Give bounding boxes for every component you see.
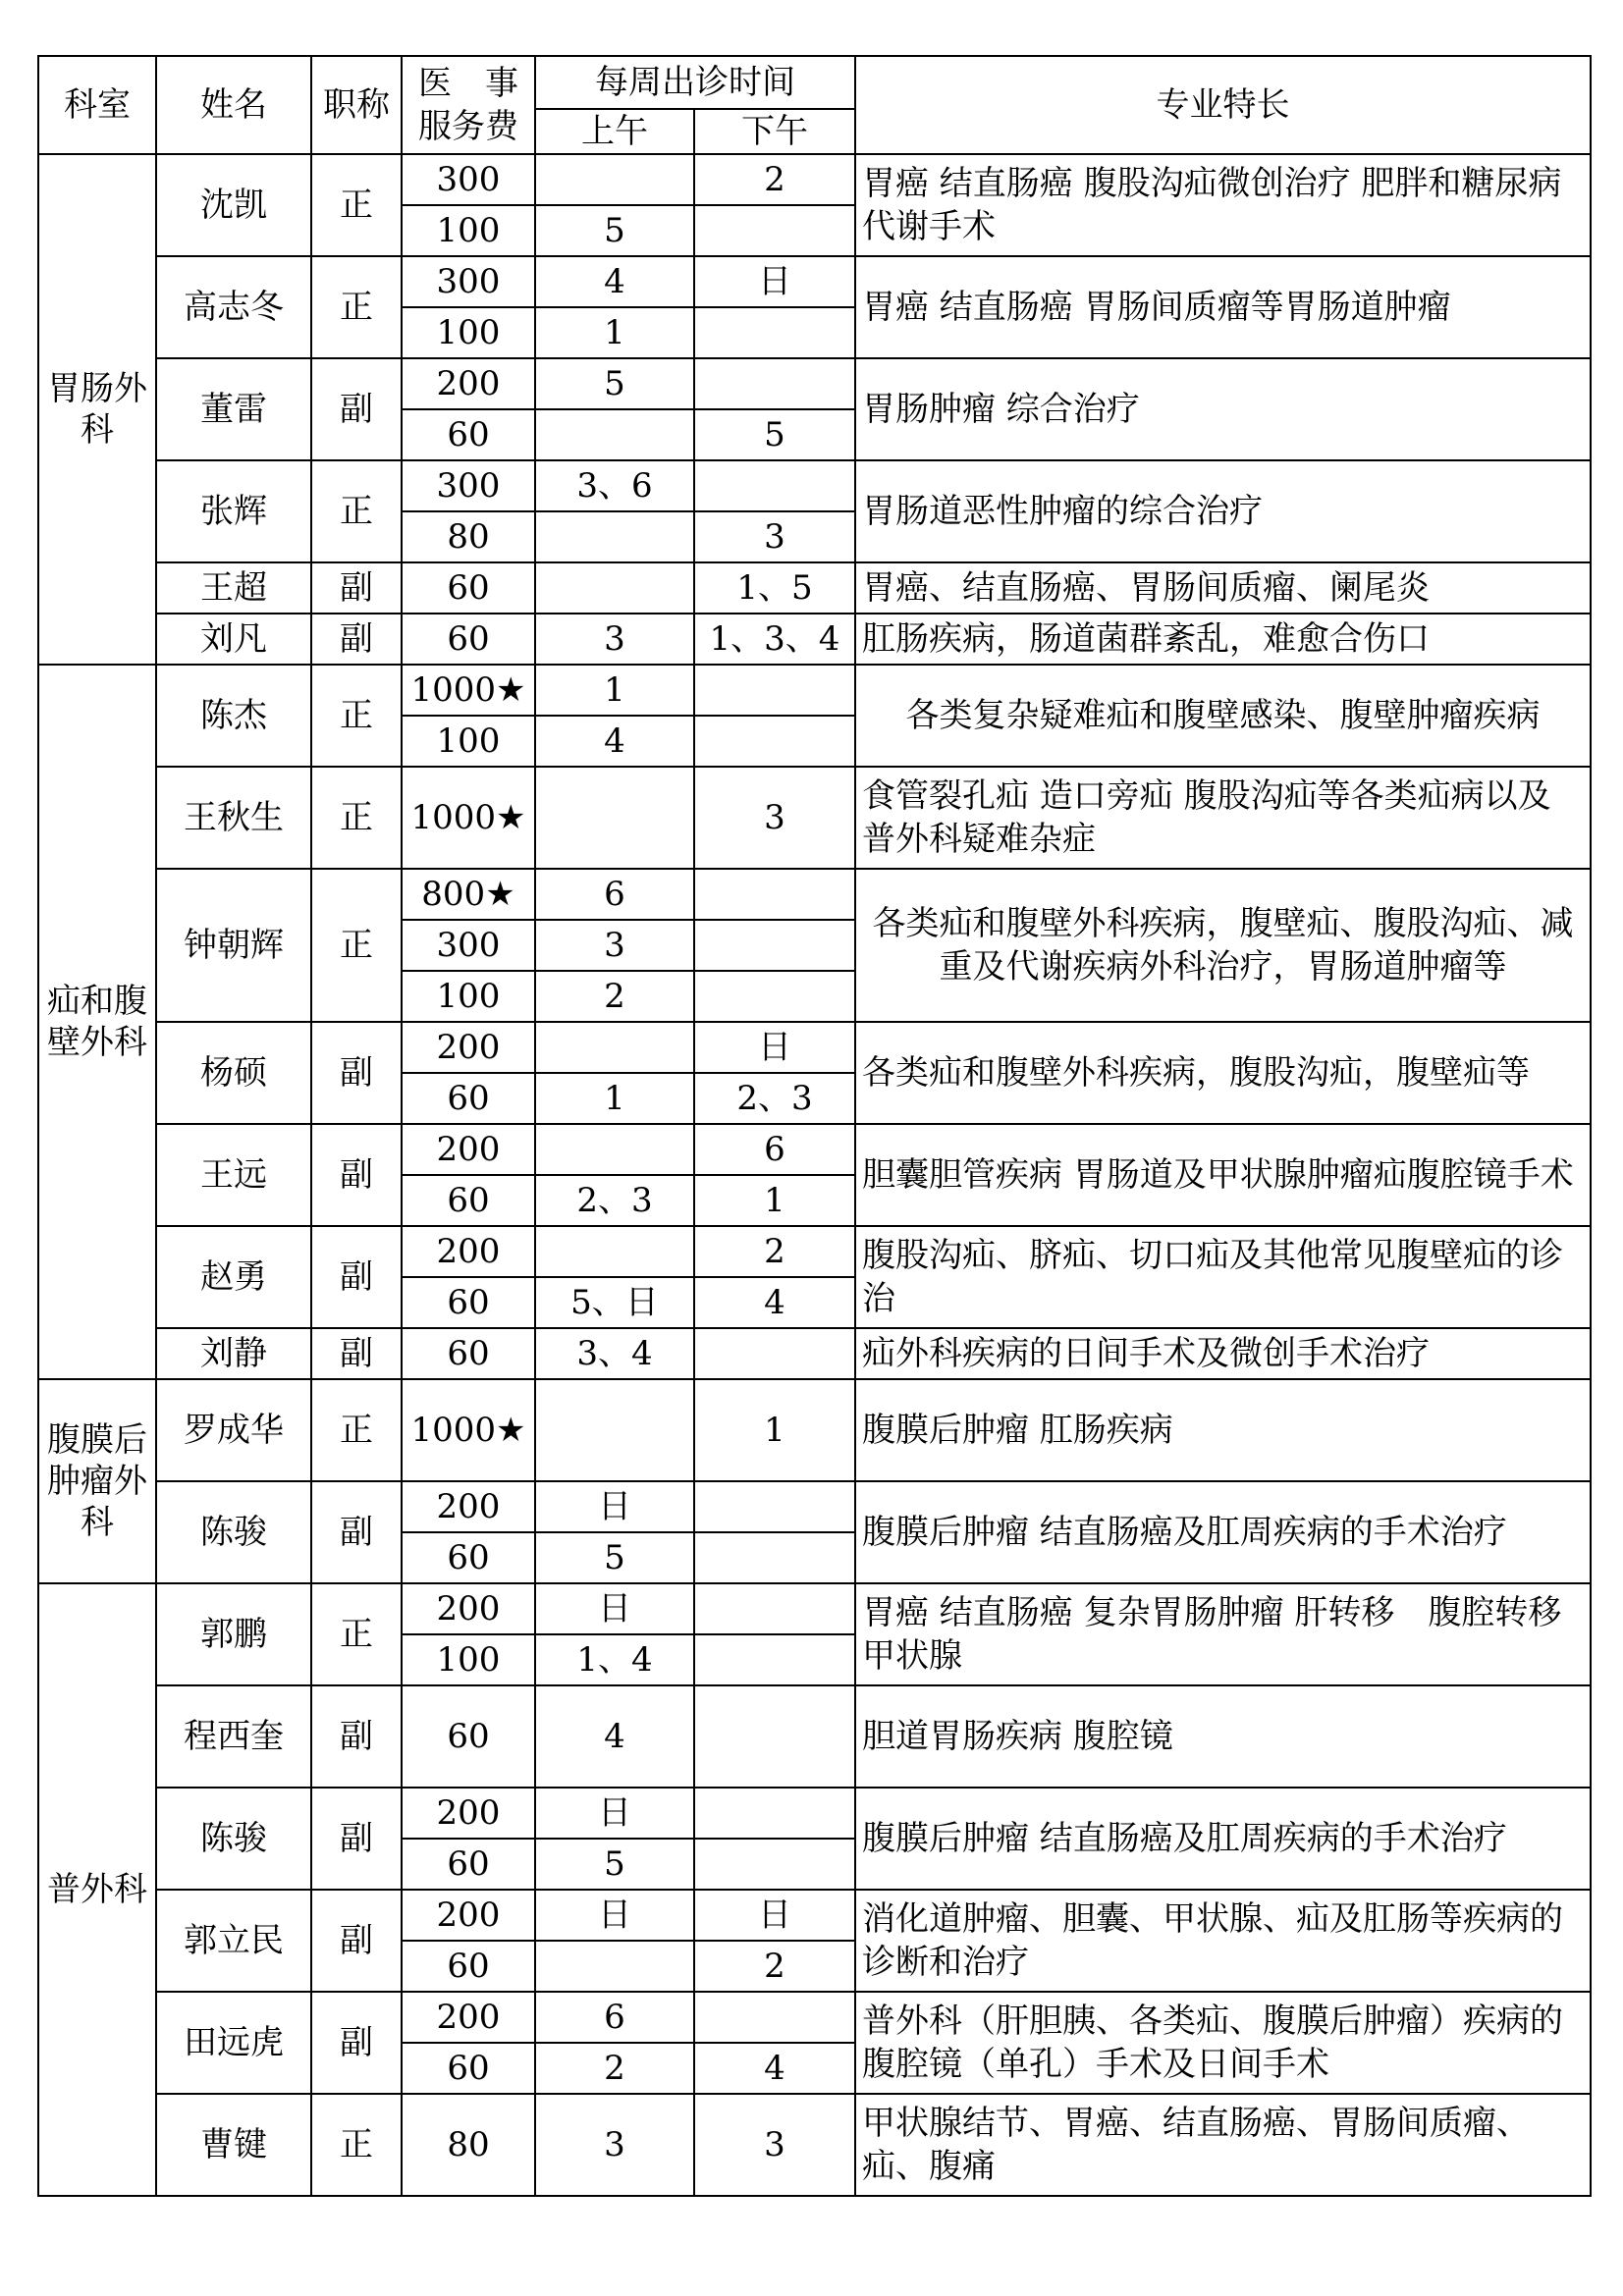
table-row — [38, 869, 1591, 920]
table-row — [38, 1992, 1591, 2043]
afternoon-days: 1 — [694, 1379, 855, 1481]
specialty-cell: 胃癌、结直肠癌、胃肠间质瘤、阑尾炎 — [855, 562, 1591, 614]
specialty-cell: 胆道胃肠疾病 腹腔镜 — [855, 1685, 1591, 1788]
morning-days: 日 — [535, 1481, 694, 1532]
morning-days: 4 — [535, 1685, 694, 1788]
header-title: 职称 — [311, 56, 402, 154]
table-row — [38, 1788, 1591, 1839]
morning-days: 2 — [535, 971, 694, 1022]
afternoon-days: 4 — [694, 2043, 855, 2094]
table-row — [38, 1124, 1591, 1175]
doctor-name: 杨硕 — [156, 1022, 311, 1124]
service-fee: 60 — [402, 1175, 535, 1226]
outpatient-schedule-table — [37, 55, 1592, 2197]
morning-days: 5 — [535, 358, 694, 409]
doctor-name: 刘凡 — [156, 614, 311, 665]
doctor-name: 沈凯 — [156, 154, 311, 256]
table-header — [38, 56, 1591, 154]
service-fee: 60 — [402, 1532, 535, 1583]
afternoon-days — [694, 358, 855, 409]
morning-days — [535, 1941, 694, 1992]
table-row — [38, 154, 1591, 205]
service-fee: 60 — [402, 1839, 535, 1890]
afternoon-days: 3 — [694, 767, 855, 869]
afternoon-days — [694, 971, 855, 1022]
header-department: 科室 — [38, 56, 156, 154]
header-fee: 医 事 服务费 — [402, 56, 535, 154]
header-morning: 上午 — [535, 109, 694, 154]
morning-days: 3 — [535, 920, 694, 971]
specialty-cell: 腹膜后肿瘤 结直肠癌及肛周疾病的手术治疗 — [855, 1481, 1591, 1583]
afternoon-days — [694, 1328, 855, 1379]
department-cell: 普外科 — [38, 1583, 156, 2196]
afternoon-days — [694, 460, 855, 511]
afternoon-days: 日 — [694, 1022, 855, 1073]
morning-days: 3 — [535, 614, 694, 665]
afternoon-days — [694, 1788, 855, 1839]
service-fee: 300 — [402, 154, 535, 205]
specialty-cell: 胃肠道恶性肿瘤的综合治疗 — [855, 460, 1591, 562]
service-fee: 200 — [402, 1481, 535, 1532]
afternoon-days: 5 — [694, 409, 855, 460]
morning-days: 5 — [535, 1839, 694, 1890]
doctor-title: 正 — [311, 1583, 402, 1685]
specialty-cell: 胃肠肿瘤 综合治疗 — [855, 358, 1591, 460]
service-fee: 1000★ — [402, 767, 535, 869]
doctor-title: 正 — [311, 869, 402, 1022]
morning-days — [535, 409, 694, 460]
table-body — [38, 154, 1591, 2196]
specialty-cell: 腹膜后肿瘤 结直肠癌及肛周疾病的手术治疗 — [855, 1788, 1591, 1890]
service-fee: 100 — [402, 1634, 535, 1685]
doctor-name: 罗成华 — [156, 1379, 311, 1481]
specialty-cell: 胃癌 结直肠癌 复杂胃肠肿瘤 肝转移 腹腔转移 甲状腺 — [855, 1583, 1591, 1685]
table-row — [38, 2094, 1591, 2196]
afternoon-days — [694, 920, 855, 971]
service-fee: 100 — [402, 716, 535, 767]
doctor-title: 副 — [311, 1226, 402, 1328]
afternoon-days: 1、5 — [694, 562, 855, 614]
afternoon-days: 4 — [694, 1277, 855, 1328]
doctor-name: 钟朝辉 — [156, 869, 311, 1022]
afternoon-days: 2 — [694, 1941, 855, 1992]
morning-days: 1 — [535, 307, 694, 358]
doctor-title: 副 — [311, 1022, 402, 1124]
doctor-title: 副 — [311, 1992, 402, 2094]
afternoon-days — [694, 1839, 855, 1890]
service-fee: 300 — [402, 920, 535, 971]
morning-days: 3、6 — [535, 460, 694, 511]
doctor-name: 赵勇 — [156, 1226, 311, 1328]
morning-days: 1、4 — [535, 1634, 694, 1685]
afternoon-days — [694, 307, 855, 358]
doctor-title: 正 — [311, 154, 402, 256]
morning-days: 4 — [535, 716, 694, 767]
morning-days — [535, 767, 694, 869]
morning-days: 5 — [535, 1532, 694, 1583]
service-fee: 1000★ — [402, 1379, 535, 1481]
doctor-title: 副 — [311, 1890, 402, 1992]
service-fee: 60 — [402, 1277, 535, 1328]
service-fee: 100 — [402, 307, 535, 358]
doctor-title: 副 — [311, 358, 402, 460]
morning-days — [535, 1379, 694, 1481]
afternoon-days — [694, 716, 855, 767]
doctor-title: 副 — [311, 1328, 402, 1379]
service-fee: 60 — [402, 1941, 535, 1992]
doctor-name: 王远 — [156, 1124, 311, 1226]
afternoon-days — [694, 1532, 855, 1583]
morning-days: 1 — [535, 1073, 694, 1124]
service-fee: 200 — [402, 358, 535, 409]
table-row — [38, 358, 1591, 409]
service-fee: 60 — [402, 1073, 535, 1124]
service-fee: 80 — [402, 511, 535, 562]
doctor-name: 王超 — [156, 562, 311, 614]
service-fee: 800★ — [402, 869, 535, 920]
service-fee: 200 — [402, 1022, 535, 1073]
afternoon-days: 2 — [694, 1226, 855, 1277]
afternoon-days: 1、3、4 — [694, 614, 855, 665]
afternoon-days — [694, 1583, 855, 1634]
doctor-title: 正 — [311, 767, 402, 869]
morning-days — [535, 1226, 694, 1277]
morning-days — [535, 562, 694, 614]
doctor-name: 张辉 — [156, 460, 311, 562]
afternoon-days — [694, 1634, 855, 1685]
doctor-name: 刘静 — [156, 1328, 311, 1379]
table-row — [38, 614, 1591, 665]
service-fee: 200 — [402, 1788, 535, 1839]
table-row — [38, 1481, 1591, 1532]
morning-days — [535, 1022, 694, 1073]
doctor-name: 陈杰 — [156, 665, 311, 767]
department-cell: 腹膜后肿瘤外科 — [38, 1379, 156, 1583]
service-fee: 60 — [402, 409, 535, 460]
header-weekly-schedule: 每周出诊时间 — [535, 56, 855, 109]
morning-days: 5、日 — [535, 1277, 694, 1328]
header-name: 姓名 — [156, 56, 311, 154]
service-fee: 200 — [402, 1890, 535, 1941]
specialty-cell: 胃癌 结直肠癌 胃肠间质瘤等胃肠道肿瘤 — [855, 256, 1591, 358]
table-row — [38, 1328, 1591, 1379]
afternoon-days: 3 — [694, 2094, 855, 2196]
table-row — [38, 665, 1591, 716]
table-row — [38, 767, 1591, 869]
afternoon-days: 日 — [694, 1890, 855, 1941]
morning-days — [535, 511, 694, 562]
afternoon-days — [694, 1481, 855, 1532]
doctor-title: 正 — [311, 1379, 402, 1481]
morning-days — [535, 1124, 694, 1175]
doctor-title: 副 — [311, 1788, 402, 1890]
table-row — [38, 256, 1591, 307]
service-fee: 200 — [402, 1583, 535, 1634]
morning-days: 3 — [535, 2094, 694, 2196]
doctor-title: 副 — [311, 1124, 402, 1226]
service-fee: 300 — [402, 460, 535, 511]
afternoon-days: 日 — [694, 256, 855, 307]
doctor-name: 高志冬 — [156, 256, 311, 358]
specialty-cell: 食管裂孔疝 造口旁疝 腹股沟疝等各类疝病以及普外科疑难杂症 — [855, 767, 1591, 869]
department-cell: 胃肠外科 — [38, 154, 156, 665]
table-row — [38, 1226, 1591, 1277]
table-row — [38, 1583, 1591, 1634]
doctor-name: 郭立民 — [156, 1890, 311, 1992]
afternoon-days: 2 — [694, 154, 855, 205]
morning-days: 1 — [535, 665, 694, 716]
afternoon-days — [694, 1992, 855, 2043]
specialty-cell: 腹膜后肿瘤 肛肠疾病 — [855, 1379, 1591, 1481]
morning-days: 3、4 — [535, 1328, 694, 1379]
specialty-cell: 胃癌 结直肠癌 腹股沟疝微创治疗 肥胖和糖尿病代谢手术 — [855, 154, 1591, 256]
doctor-name: 田远虎 — [156, 1992, 311, 2094]
doctor-title: 副 — [311, 614, 402, 665]
morning-days: 6 — [535, 1992, 694, 2043]
table-row — [38, 1890, 1591, 1941]
doctor-title: 正 — [311, 460, 402, 562]
doctor-name: 郭鹏 — [156, 1583, 311, 1685]
doctor-name: 王秋生 — [156, 767, 311, 869]
doctor-name: 董雷 — [156, 358, 311, 460]
header-afternoon: 下午 — [694, 109, 855, 154]
table-row — [38, 1685, 1591, 1788]
specialty-cell: 各类疝和腹壁外科疾病，腹股沟疝，腹壁疝等 — [855, 1022, 1591, 1124]
afternoon-days: 3 — [694, 511, 855, 562]
service-fee: 60 — [402, 614, 535, 665]
morning-days — [535, 154, 694, 205]
service-fee: 60 — [402, 562, 535, 614]
doctor-title: 副 — [311, 1481, 402, 1583]
service-fee: 60 — [402, 1328, 535, 1379]
specialty-cell: 腹股沟疝、脐疝、切口疝及其他常见腹壁疝的诊治 — [855, 1226, 1591, 1328]
morning-days: 6 — [535, 869, 694, 920]
specialty-cell: 消化道肿瘤、胆囊、甲状腺、疝及肛肠等疾病的诊断和治疗 — [855, 1890, 1591, 1992]
service-fee: 200 — [402, 1226, 535, 1277]
morning-days: 4 — [535, 256, 694, 307]
morning-days: 5 — [535, 205, 694, 256]
header-specialty: 专业特长 — [855, 56, 1591, 154]
specialty-cell: 各类复杂疑难疝和腹壁感染、腹壁肿瘤疾病 — [855, 665, 1591, 767]
service-fee: 1000★ — [402, 665, 535, 716]
morning-days: 日 — [535, 1890, 694, 1941]
table-row — [38, 460, 1591, 511]
doctor-name: 陈骏 — [156, 1788, 311, 1890]
table-row — [38, 1379, 1591, 1481]
doctor-title: 正 — [311, 256, 402, 358]
doctor-title: 正 — [311, 2094, 402, 2196]
service-fee: 200 — [402, 1992, 535, 2043]
specialty-cell: 甲状腺结节、胃癌、结直肠癌、胃肠间质瘤、疝、腹痛 — [855, 2094, 1591, 2196]
afternoon-days: 2、3 — [694, 1073, 855, 1124]
service-fee: 80 — [402, 2094, 535, 2196]
service-fee: 200 — [402, 1124, 535, 1175]
service-fee: 300 — [402, 256, 535, 307]
morning-days: 2 — [535, 2043, 694, 2094]
afternoon-days — [694, 205, 855, 256]
service-fee: 60 — [402, 2043, 535, 2094]
afternoon-days: 6 — [694, 1124, 855, 1175]
doctor-name: 陈骏 — [156, 1481, 311, 1583]
specialty-cell: 普外科（肝胆胰、各类疝、腹膜后肿瘤）疾病的腹腔镜（单孔）手术及日间手术 — [855, 1992, 1591, 2094]
doctor-title: 副 — [311, 562, 402, 614]
table-row — [38, 1022, 1591, 1073]
doctor-name: 曹键 — [156, 2094, 311, 2196]
afternoon-days — [694, 1685, 855, 1788]
morning-days: 日 — [535, 1788, 694, 1839]
afternoon-days — [694, 869, 855, 920]
doctor-name: 程西奎 — [156, 1685, 311, 1788]
specialty-cell: 各类疝和腹壁外科疾病，腹壁疝、腹股沟疝、减重及代谢疾病外科治疗，胃肠道肿瘤等 — [855, 869, 1591, 1022]
morning-days: 日 — [535, 1583, 694, 1634]
table-row — [38, 562, 1591, 614]
afternoon-days: 1 — [694, 1175, 855, 1226]
doctor-title: 副 — [311, 1685, 402, 1788]
morning-days: 2、3 — [535, 1175, 694, 1226]
specialty-cell: 肛肠疾病，肠道菌群紊乱，难愈合伤口 — [855, 614, 1591, 665]
doctor-title: 正 — [311, 665, 402, 767]
service-fee: 100 — [402, 205, 535, 256]
service-fee: 60 — [402, 1685, 535, 1788]
specialty-cell: 胆囊胆管疾病 胃肠道及甲状腺肿瘤疝腹腔镜手术 — [855, 1124, 1591, 1226]
afternoon-days — [694, 665, 855, 716]
specialty-cell: 疝外科疾病的日间手术及微创手术治疗 — [855, 1328, 1591, 1379]
department-cell: 疝和腹壁外科 — [38, 665, 156, 1379]
service-fee: 100 — [402, 971, 535, 1022]
